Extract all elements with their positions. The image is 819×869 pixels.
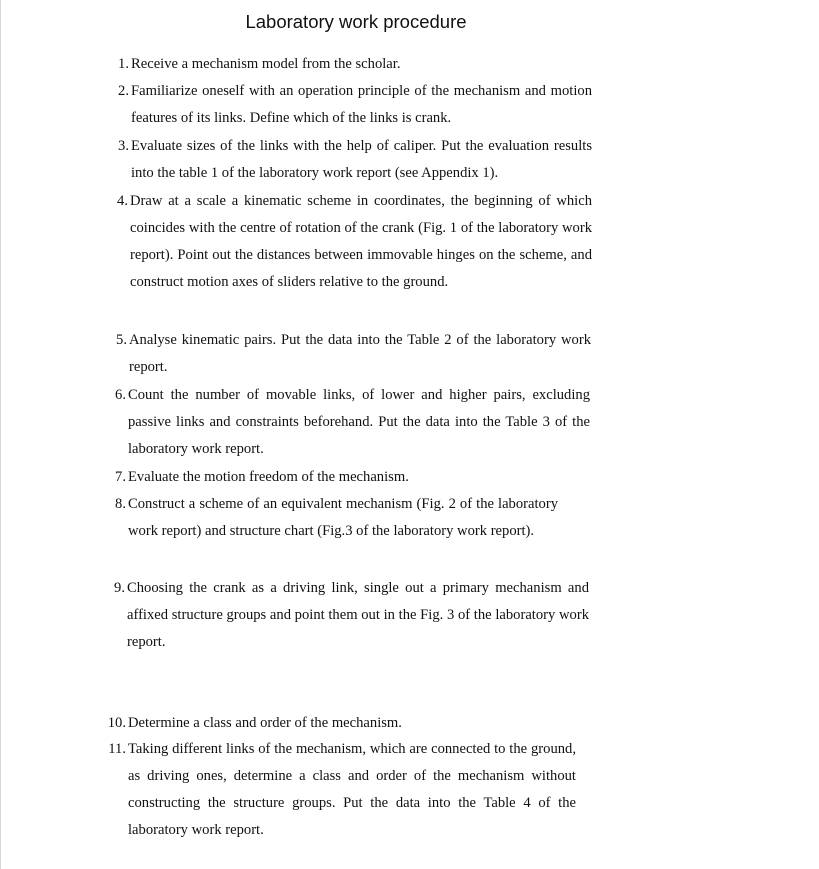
step-text: Receive a mechanism model from the scholar. [131,56,401,72]
page-title: Laboratory work procedure [245,11,467,32]
step-number: 8. [115,496,126,512]
step-text: Evaluate sizes of the links with the help of caliper. Put the evaluation results into the table 1 of the laboratory work report (see Appendix 1). [131,138,592,181]
step-text: Taking different links of the mechanism, which are connected to the ground, as driving ones, determine a class and order of the mechanism without constructing the structure groups. Put the data into the Table 4 of the laboratory work report. [128,741,576,838]
step-number: 9. [114,580,125,596]
step-text: Determine a class and order of the mechanism. [128,715,402,731]
procedure-list [1,0,819,869]
step-text: Draw at a scale a kinematic scheme in coordinates, the beginning of which coincides with the centre of rotation of the crank (Fig. 1 of the laboratory work report). Point out the distances between immovable hinges on the scheme, and construct motion axes of sliders relative to the ground. [130,193,592,290]
step-number: 7. [115,469,126,485]
step-number: 11. [108,741,126,757]
step-number: 1. [118,56,129,72]
step-text: Evaluate the motion freedom of the mechanism. [128,469,409,485]
step-number: 10. [107,715,126,731]
step-number: 5. [116,332,127,348]
step-text: Familiarize oneself with an operation principle of the mechanism and motion features of its links. Define which of the links is crank. [131,83,592,126]
step-number: 6. [115,387,126,403]
step-text: Choosing the crank as a driving link, single out a primary mechanism and affixed structure groups and point them out in the Fig. 3 of the laboratory work report. [127,580,589,650]
step-text: Analyse kinematic pairs. Put the data into the Table 2 of the laboratory work report. [129,332,591,375]
step-text: Count the number of movable links, of lower and higher pairs, excluding passive links and constraints beforehand. Put the data into the Table 3 of the laboratory work report. [128,387,590,457]
step-number: 2. [118,83,129,99]
step-number: 3. [118,138,129,154]
step-number: 4. [117,193,128,209]
step-text: Construct a scheme of an equivalent mechanism (Fig. 2 of the laboratory work report) and structure chart (Fig.3 of the laboratory work report). [128,496,558,539]
